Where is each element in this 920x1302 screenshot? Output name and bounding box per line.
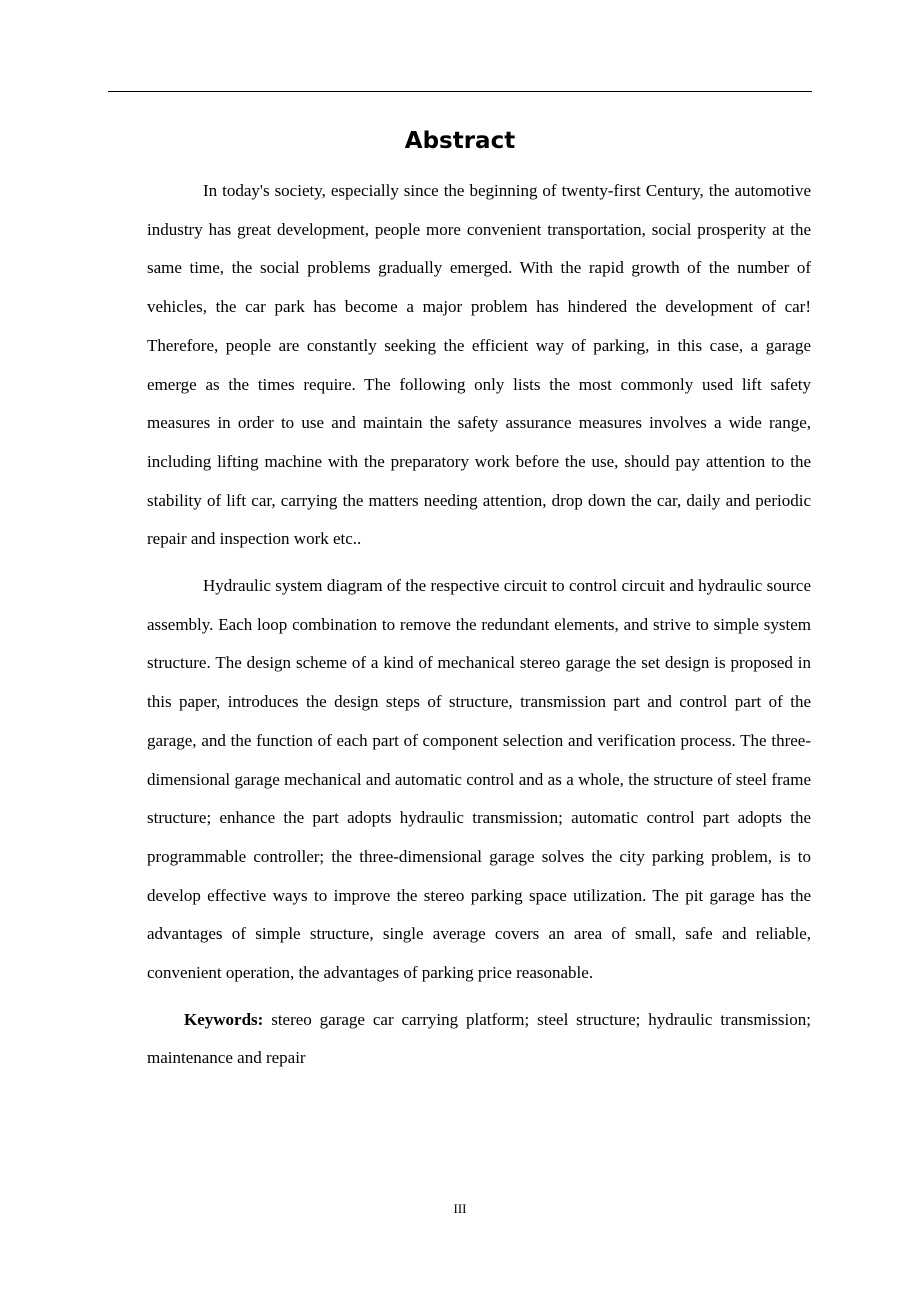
header-rule (108, 91, 812, 92)
abstract-paragraph-2: Hydraulic system diagram of the respective circuit to control circuit and hydraulic source assembly. Each loop combination to remove the redundant elements, and strive to simple system structure. The design scheme of a kind of mechanical stereo garage the set design is proposed in this paper, introduces the design steps of structure, transmission part and control part of the garage, and the function of each part of component selection and verification process. The three-dimensional garage mechanical and automatic control and as a whole, the structure of steel frame structure; enhance the part adopts hydraulic transmission; automatic control part adopts the programmable controller; the three-dimensional garage solves the city parking problem, is to develop effective ways to improve the stereo parking space utilization. The pit garage has the advantages of simple structure, single average covers an area of small, safe and reliable, convenient operation, the advantages of parking price reasonable. (147, 576, 811, 983)
keywords-text: stereo garage car carrying platform; steel structure; hydraulic transmission; maintenance and repair (147, 1009, 811, 1068)
page-title: Abstract (404, 128, 516, 154)
abstract-body (147, 172, 811, 1078)
keywords-line (147, 1001, 811, 1078)
page-number: III (453, 1201, 467, 1216)
abstract-paragraph-1: In today's society, especially since the beginning of twenty-first Century, the automotive industry has great development, people more convenient transportation, social prosperity at the same time, the social problems gradually emerged. With the rapid growth of the number of vehicles, the car park has become a major problem has hindered the development of car! Therefore, people are constantly seeking the efficient way of parking, in this case, a garage emerge as the times require. The following only lists the most commonly used lift safety measures in order to use and maintain the safety assurance measures involves a wide range, including lifting machine with the preparatory work before the use, should pay attention to the stability of lift car, carrying the matters needing attention, drop down the car, daily and periodic repair and inspection work etc.. (147, 181, 811, 549)
keywords-label: Keywords: (184, 1009, 264, 1029)
